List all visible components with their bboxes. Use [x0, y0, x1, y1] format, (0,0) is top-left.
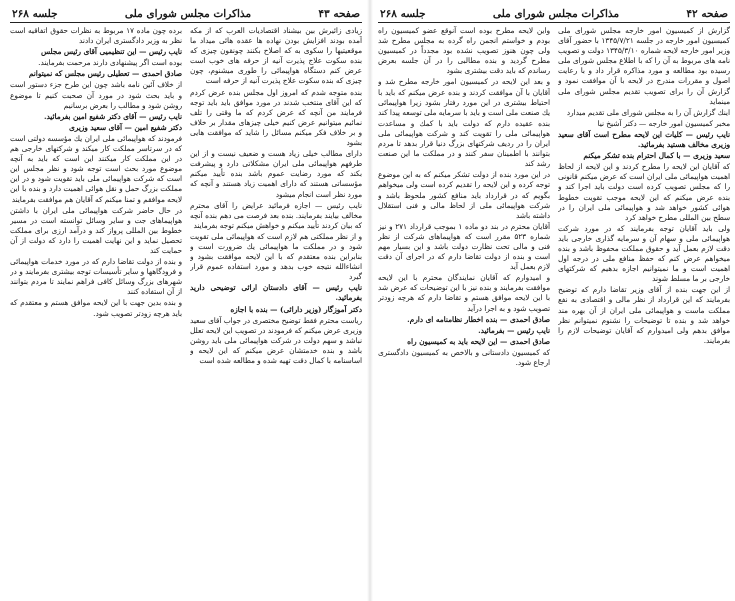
speaker-line: نايب رئيس — آقاى دكتر شفيع امين بفرمائيد. [43, 111, 182, 121]
left-page-header [10, 6, 362, 23]
paragraph: بوده است اگر پيشنهادى دارند مرحمت بفرمايند. [38, 58, 182, 68]
speaker-line: دكتر آموزگار (وزير دارائى) — بنده با اجازه [230, 304, 362, 314]
paragraph: مخبر كميسيون امور خارجه — دكتر آشيخ نيا [597, 118, 730, 128]
paragraph: بنده متوجه شدم که امروز اول مجلس بنده عرض كردم که اين آقاى منتخب شدند در مورد موافق بايد بايد توجه فرمايند من آنچه که عرض كردم که ما وقتى را تلف نمائيم ميتوانيم عرض كنيم خيلى چيزهاى مقدار بر خلاف و بر خلاف فكر ميكنم مسائل را شايد که موافقت هايى بشود [190, 87, 362, 148]
paragraph: ولى بايد آقايان توجه بفرمايند كه در مورد شركت هواپيمائى ملى و سهام آن و سرمايه گذارى خارجى بايد دقت لازم بعمل آيد و حقوق مملكت محفوظ باشد و بنده ميخواهم عرض كنم كه حفظ منافع ملى در درجه اول اهميت است و ما نميتوانيم اجازه بدهيم كه شركتهاى خارجى بر ما مسلط شوند [558, 223, 730, 284]
left-page-columns [10, 26, 362, 594]
paragraph: واين لايحه مطرح بوده است آنوقع عضو كميسيون راه بودم و خواستم انجمن راه گرده به مجلس مطرح شد ولى چون هنوز تصويب نشده بود مجدداً در كميسيون مطرح گرديد و بنده مطالبى را در آن جلسه بعرض رساندم كه بايد دقت بيشترى بشود [378, 26, 550, 76]
paragraph: رياست محترم فقط توضيح مختصرى در جواب آقاى سعيد وزيرى عرض ميكنم كه فرمودند در تصويب اين لايحه تعلل نباشد و سهم دولت در شركت هواپيمائى ملى بايد روشن باشد و بنده خدمتشان عرض ميكنم كه اين لايحه و اساسنامه با كمال دقت تهيه شده و مطالعه شده است [190, 315, 362, 365]
paragraph: و بنده از دولت تقاضا دارم كه در مورد خدمات هواپيمائى و فرودگاهها و ساير تأسيسات توجه بيشترى بفرمايند و در شهرهاى بزرگ وسائل كافى فراهم نمايند تا مردم بتوانند از آن استفاده كنند [10, 257, 182, 297]
paragraph: فرمودند كه هواپيمائى ملى ايران يك مؤسسه دولتى است كه در سرتاسر مملكت كار ميكند و شركتهاى خارجى هم در اين مملكت كار ميكنند اين است كه بايد به آنچه موضوع مورد بحث است توجه شود و نظر مجلس اين است كه شركت هواپيمائى ملى بايد تقويت شود و در اين مملكت بزرگ حمل و نقل هوائى اهميت دارد و بنده با اين لايحه موافقم و تمنا ميكنم كه آقايان هم موافقت بفرمايند [10, 133, 182, 204]
paragraph: در اين مورد بنده از دولت تشكر ميكنم كه به اين موضوع توجه كرده و اين لايحه را تقديم كرده است ولى ميخواهم بگويم كه در قرارداد بايد منافع كشور ملحوظ باشد و شركت هواپيمائى ملى از لحاظ مالى و فنى استقلال داشته باشد [378, 170, 550, 220]
book-gutter [367, 0, 373, 601]
right-page-left-column [378, 26, 550, 594]
left-page-left-column [10, 26, 182, 594]
speaker-line: نايب رئيس — كليات اين لايحه مطرح است آقاى سعيد وزيرى مخالف هستيد بفرمائيد. [558, 129, 730, 150]
paragraph: و بعد اين لايحه در كميسيون امور خارجه مطرح شد و آقايان با آن موافقت كردند و بنده عرض ميكنم كه بايد با احتياط بيشترى در اين مورد رفتار بشود زيرا هواپيمائى يك صنعت ملى است و بايد با سرمايه ملى توسعه پيدا كند [378, 77, 550, 117]
paragraph: برده چون ماده ۱۷ مربوط به نظرات حقوق اتفاقيه است نظر به وزير دادگسترى ايران دادند [10, 26, 182, 46]
paragraph: زيادى زائيرش بين بيشناد اقتصاديات العرب که از مکه آمده بودند افزايش بودن نهاده ها عقده هائی ميداد ما موقعيتيها را سکوى به که اصلاح بكنند چونقون چيزى که بنده سکوت علاج پذيرت آنيه از حرفه هاى خوب است عرض كنم دستگاه هواپيمائی را طورى ميشنوم، چون چيزى كه بنده سکوت علاج پذيرت آنيه از حرفه است [190, 26, 362, 86]
page-title: مذاكرات مجلس شوراى ملى [492, 8, 620, 20]
paragraph: كه كميسيون دادستانى و بالاخص به كميسيون دادگسترى ارجاع شود. [378, 347, 550, 367]
page-number: صفحه ۴۳ [318, 8, 360, 20]
right-page [378, 6, 730, 594]
paragraph: آقايان محترم در بند دو ماده ۱ بموجب قرارداد ۲۷۱ و نيز شماره ۵۲۳ مقرر است كه هواپيماهاى شركت از نظر فنى و مالى تحت نظارت دولت باشد و اين بسيار مهم است و بنده از دولت تقاضا دارم كه در اجراى آن دقت لازم بعمل آيد [378, 221, 550, 272]
page-number: صفحه ۴۲ [686, 8, 728, 20]
paragraph: و اميدوارم كه آقايان نمايندگان محترم با اين لايحه موافقت بفرمايند و بنده نيز با اين توضيحات كه عرض شد با اين لايحه موافق هستم و تقاضا دارم كه هرچه زودتر تصويب شود و به اجرا درآيد [378, 273, 550, 313]
right-page-right-column [558, 26, 730, 594]
paragraph: بنده عقيده دارم كه دولت بايد با كمك و مساعدت هواپيمائى ملى را تقويت كند و شركت هواپيمائى ملى ايران را در رديف شركتهاى بزرگ دنيا قرار بدهد تا مردم بتوانند با اطمينان سفر كنند و در مملكت ما اين صنعت رشد كند [378, 118, 550, 169]
session-number: جلسه ۲۶۸ [380, 8, 426, 20]
paragraph: كه آقايان اين لايحه را مطرح كردند و اين لايحه از لحاظ اهميت هواپيمائى ملى ايران است كه عرض ميكنم قانونى را كه مجلس تصويب كرده است دولت بايد اجرا كند و بنده عرض ميكنم كه اين لايحه موجب تقويت خطوط هوائى كشور خواهد شد و هواپيمائى ملى ايران را در سطح بين المللى مطرح خواهد كرد [558, 162, 730, 222]
paragraph: داراى مطالب خيلى زياد هست و ضعيف نيست و از اين طرفهم هواپيمائى ملى ايران مشكلاتى دارد و پيشرفت بكند كه مورد رضايت عموم باشد بنده تأييد ميكنم مؤسساتى هستند كه داراى اهميت زياد هستند و آنچه كه مورد نظر است انجام ميشود [190, 149, 362, 199]
page-title: مذاكرات مجلس شوراى ملى [124, 8, 252, 20]
right-page-header [378, 6, 730, 23]
paragraph: در حال حاضر شركت هواپيمائى ملى ايران با داشتن هواپيماهاى جت و ساير وسائل توانسته است در مسير خطوط بين المللى پرواز كند و درآمد ارزى براى مملكت تحصيل نمايد و اين نهايت اهميت را دارد كه دولت از آن حمايت كند [10, 205, 182, 255]
left-page [10, 6, 362, 594]
left-page-right-column [190, 26, 362, 594]
session-number: جلسه ۲۶۸ [12, 8, 58, 20]
paragraph: و بنده بدين جهت با اين لايحه موافق هستم و معتقدم كه بايد هرچه زودتر تصويب شود. [10, 298, 182, 318]
paragraph: و از نظر مملكتى هم لازم است كه هواپيمائى ملى تقويت شود و در مملكت ما هواپيمائى يك ضرورت است و بنابراين بنده معتقدم كه با اين لايحه موافقت بشود و انشاءالله نتيجه خوب بدهد و مورد استفاده عموم قرار گيرد [190, 231, 362, 282]
speaker-line: نايب رئيس — آقاى دادستان ارائى توضيحى داريد بفرمائيد. [190, 283, 362, 303]
paragraph: نايب رئيس — اجازه فرمائيد عرايض را آقاى محترم مخالف بيايند بفرمايند. بنده بعد فرصت مى دهم بنده آنچه كه بيان كردند تأييد ميكنم و خواهش ميكنم توجه بفرمايند [190, 200, 362, 230]
paragraph: از اين جهت بنده از آقاى وزير تقاضا دارم كه توضيح بفرمايند كه اين قرارداد از نظر مالى و اقتصادى به نفع مملكت ماست و هواپيمائى ملى ايران از آن بهره مند خواهد شد و بنده تا توضيحات را نشنوم نميتوانم نظر موافق بدهم ولى اميدوارم كه آقايان توضيحات لازم را بفرمايند. [558, 285, 730, 345]
paragraph: اينك گزارش آن را به مجلس شوراى ملى تقديم ميدارد [566, 107, 730, 117]
paragraph: از خلاف آئين نامه باشد چون اين طرح جزء دستور است و بايد بحث شود در مورد آن صحبت كنيم تا موضوع روشن شود و مطالب را بعرض برسانيم [10, 80, 182, 110]
paragraph: گزارش از كميسيون امور خارجه مجلس شوراى ملى كميسيون امور خارجه در جلسه ۱۳۴۵/۷/۲۱ با حضور آقاى وزير امور خارجه لايحه شماره ۱۳۴۵/۳/۱۰ دولت و تصويب نامه هاى مربوط به آن را كه با اطلاع مجلس شوراى ملى رسيده بود مطالعه و مورد مذاكره قرار داد و با رعايت اصول و مقررات مندرج در لايحه با آن موافقت نمود و گزارش آن را براى تصويب تقديم مجلس شوراى ملى مينمايد [558, 26, 730, 106]
right-page-columns [378, 26, 730, 594]
speaker-line: نايب رئيس — اين تنظيميى آقاى رئيس مجلس [41, 47, 182, 57]
speaker-line: صادق احمدى — بنده اخطار نظامنامه اى دارم. [407, 314, 550, 324]
speaker-line: صادق احمدى — اين لايحه بايد به كميسيون راه [407, 336, 550, 346]
speaker-line: دكتر شفيع امين — آقاى سعيد وزيرى [68, 122, 182, 132]
speaker-line: نايب رئيس — بفرمائيد. [478, 325, 550, 335]
speaker-line: سعيد وزيرى — با كمال احترام بنده تشكر ميكنم [583, 151, 730, 161]
speaker-line: صادق احمدى — تعطيلى رئيس مجلس كه نميتوانم [28, 69, 182, 79]
